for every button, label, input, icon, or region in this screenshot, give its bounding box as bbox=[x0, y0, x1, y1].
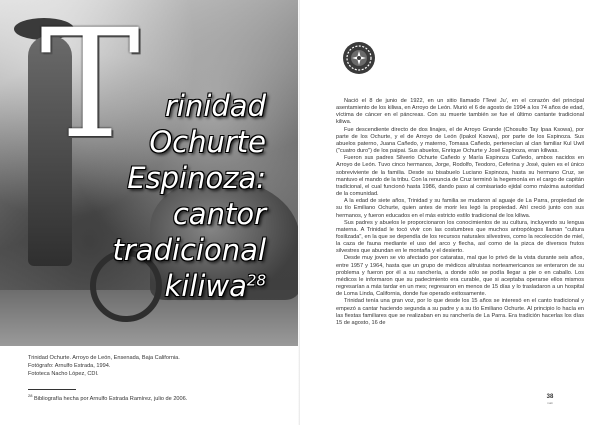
caption-line: Fototeca Nacho López, CDI. bbox=[28, 371, 99, 377]
right-page bbox=[300, 0, 600, 425]
paragraph: A la edad de siete años, Trinidad y su familia se mudaron al aguaje de La Parra, propiedad de su tío Emiliano Ochurte, quien antes de morir les legó la propiedad. Ahí creció junto con sus hermanos, y fueron educados en el más estricto estilo tradicional de los kiliwa. bbox=[336, 198, 584, 219]
footnote-marker: 28 bbox=[28, 393, 33, 398]
footnote-text: Bibliografía hecha por Arnulfo Estrada Ramírez, julio de 2006. bbox=[34, 395, 188, 402]
title-line: cantor bbox=[172, 197, 266, 231]
title-line: tradicional bbox=[112, 233, 266, 267]
paragraph: Trinidad tenía una gran voz, por lo que desde los 15 años se interesó en el canto tradicional y empezó a cantar haciendo segunda a su padre y a su tío Emiliano Ochurte. Al principio lo hacía en las fiestas familiares que se realizaban en su ranchería de La Parra. Era tradición hacerlas los días 15 de agosto, 16 de bbox=[336, 298, 584, 326]
title-line: rinidad bbox=[164, 89, 266, 123]
title-line: Espinoza: bbox=[127, 161, 266, 195]
caption-line: Fotógrafo: Arnulfo Estrada, 1994. bbox=[28, 363, 111, 369]
cover-photo bbox=[0, 0, 300, 346]
biography-text bbox=[336, 98, 584, 327]
title-line: kiliwa bbox=[164, 269, 247, 303]
paragraph: Desde muy joven se vio afectado por cataratas, mal que lo privó de la vista durante seis años, entre 1957 y 1964, hasta que un grupo de médicos altruistas norteamericanos se enteraron de su problema y fueron por él a su ranchería, a donde sólo se podía llegar a pie o en caballo. Los médicos le informaron que su padecimiento era curable, que si aceptaba operarse ellos mismos regresarían a más tardar en un mes; regresaron en menos de 15 días y lo trasladaron a un hospital de Loma Linda, California, donde fue operado exitosamente. bbox=[336, 255, 584, 298]
page-number-subtext: inali bbox=[547, 401, 553, 405]
title-line: Ochurte bbox=[149, 125, 266, 159]
footnote bbox=[28, 392, 288, 403]
paragraph: Fueron sus padres Silverio Ochurte Cañedo y María Espinoza Cañedo, ambos nacidos en Arroyo de León. Tuvo cinco hermanos, Jorge, Rodolfo, Teodoro, Ceferina y José, quien es el único sobreviviente de la familia. Desde su bisabuelo Luciano Espinoza, hasta su hermano Cruz, se mantuvo el mando de la tribu. Con la renuncia de Cruz terminó la hegemonía en el cargo de capitán tradicional, el cual funcionó hasta 1986, dando paso al comisariado ejidal como máxima autoridad de la comunidad. bbox=[336, 155, 584, 198]
paragraph: Sus padres y abuelos le proporcionaron los conocimientos de su cultura, incluyendo su lengua materna. A Trinidad le tocó vivir con las costumbres que muchos antropólogos llaman "cultura fosilizada", en la que se dependía de los recursos naturales silvestres, como la recolección de miel, la caza de fauna mediante el uso del arco y flecha, así como de la pizca de diversos frutos silvestres que abundan en le montaña y el desierto. bbox=[336, 219, 584, 255]
paragraph: Nació el 8 de junio de 1922, en un sitio llamado l'Tewi Ju', en el corazón del principal asentamiento de los kiliwa, en Arroyo de León. Murió el 6 de agosto de 1994 a los 74 años de edad, víctima de cáncer en el páncreas. Con su muerte también se fue el último cantante tradicional kiliwa. bbox=[336, 98, 584, 126]
seal-icon bbox=[342, 41, 376, 75]
caption-line: Trinidad Ochurte. Arroyo de León, Ensenada, Baja California. bbox=[28, 355, 180, 361]
footnote-rule bbox=[28, 389, 76, 390]
page-number: 38 bbox=[546, 394, 554, 400]
chapter-title bbox=[6, 88, 266, 304]
title-line-last bbox=[6, 268, 266, 304]
title-footnote-ref: 28 bbox=[246, 271, 266, 290]
photo-caption bbox=[28, 354, 278, 378]
drop-cap: T bbox=[40, 0, 141, 172]
paragraph: Fue descendiente directo de dos linajes, el de Arroyo Grande (Chosulto Tay Ipaa Ksowa), por parte de los Ochurte, y el de Arroyo de León (Ipakol Ksowa), por parte de los Espinoza. Sus abuelos paterno, Juana Cañedo, y materno, Tomasa Cañedo, pertenecían al clan familiar Kul Uwil ("cuatro duro") de los paipai. Sus abuelos, Enrique Ochurte y José Espinoza, eran kiliwas. bbox=[336, 126, 584, 155]
